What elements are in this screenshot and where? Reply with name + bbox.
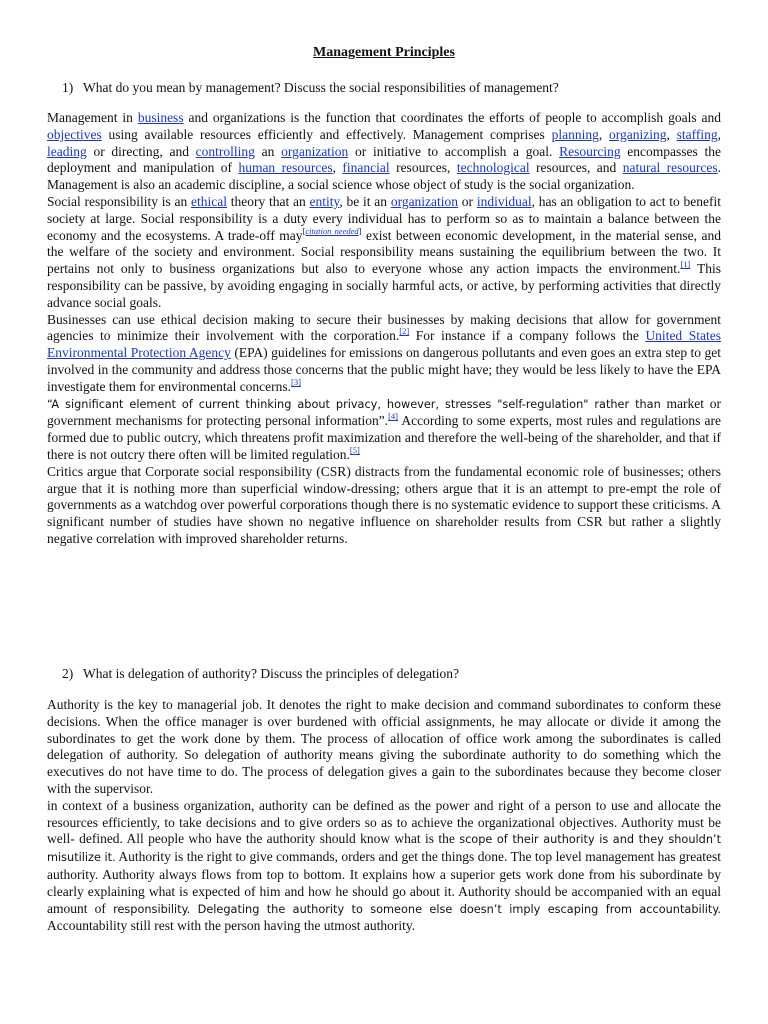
link-natural-resources[interactable]: natural resources — [622, 160, 718, 176]
text-run-mono: scope of their authority is and they shouldn’t misutilize it. — [47, 833, 721, 865]
text-run: This responsibility can be passive, by avoiding engaging in socially harmful acts, or active, by performing activities that directly advance social goals. — [47, 261, 721, 310]
text-run: an — [254, 143, 282, 159]
answer-2 — [47, 697, 721, 935]
quote-text: “A significant element of current thinking about privacy, however, stresses "self-regulation" rather than — [47, 397, 661, 411]
question-1 — [62, 79, 559, 96]
link-financial[interactable]: financial — [342, 160, 390, 176]
link-epa[interactable]: United States Environmental Protection Agency — [47, 328, 721, 361]
paragraph-authority-context — [47, 798, 721, 935]
paragraph-management-definition — [47, 110, 721, 194]
bracket: [ — [302, 225, 306, 236]
link-human-resources[interactable]: human resources — [238, 160, 333, 176]
link-objectives[interactable]: objectives — [47, 126, 102, 142]
question-1-number: 1) — [62, 80, 74, 95]
text-run: , be it an — [339, 193, 391, 209]
text-run: For instance if a company follows the — [409, 328, 646, 344]
text-run: (EPA) guidelines for emissions on dangerous pollutants and even goes an extra step to get involved in the community and address those concerns that the public might have; they would be less likely to have the EPA investigate them for environmental concerns. — [47, 345, 721, 394]
reference-5-link[interactable]: [5] — [349, 444, 360, 455]
question-2-text: What is delegation of authority? Discuss the principles of delegation? — [83, 666, 460, 681]
link-leading[interactable]: leading — [47, 143, 87, 159]
reference-1-link[interactable]: [1] — [680, 259, 691, 270]
reference-2-link[interactable]: [2] — [399, 326, 410, 337]
reference-1 — [680, 259, 690, 269]
text-run: or directing, and — [86, 143, 196, 159]
text-run: resources, and — [529, 160, 623, 176]
link-organizing[interactable]: organizing — [608, 126, 667, 142]
text-run: Social responsibility is an — [47, 193, 192, 209]
text-run: and organizations is the function that coordinates the efforts of people to accomplish goals and — [183, 110, 721, 125]
link-planning[interactable]: planning — [551, 126, 599, 142]
paragraph-authority: Authority is the key to managerial job. It denotes the right to make decision and command subordinates to conform these decisions. When the office manager is over burdened with official assignments, he may allocate or divide it among the subordinates to get the work done by them. The process of allocation of office work among the subordinates is called delegation of authority. So delegation of authority means giving the subordinate authority to do something which the executives do not have time to do. The process of delegation gives a gain to the subordinates because they become closer with the supervisor. — [47, 697, 721, 796]
text-run: , has an obligation to act to benefit society at large. Social responsibility is a duty every individual has to perform so as to maintain a balance between the economy and the ecosystems. A trade-off may — [47, 193, 721, 243]
text-run: encompasses the deployment and manipulation of — [47, 143, 721, 176]
link-individual[interactable]: individual — [476, 193, 532, 209]
question-2 — [62, 665, 459, 682]
text-run: exist between economic development, in the material sense, and the welfare of the society and environment. Social responsibility means sustaining the equilibrium between the two. It pertains not only to business organizations but also to everyone whose any action impacts the environment. — [47, 227, 721, 277]
text-run: using available resources efficiently and effectively. Management comprises — [101, 126, 552, 142]
link-resourcing[interactable]: Resourcing — [559, 143, 621, 159]
question-1-text: What do you mean by management? Discuss the social responsibilities of management? — [83, 80, 559, 95]
text-run: , — [717, 126, 722, 142]
reference-4 — [388, 411, 398, 421]
reference-4-link[interactable]: [4] — [388, 411, 398, 422]
text-run: in context of a business organization, authority can be defined as the power and right of a person to use and allocate the resources efficiently, to take decisions and to give orders so as to achieve the organizational objectives. Authority must be well- defined. All people who have the authority should know what is the — [47, 797, 721, 847]
text-run: or initiative to accomplish a goal. — [348, 143, 560, 159]
link-organization-2[interactable]: organization — [390, 193, 459, 209]
text-run: or — [458, 193, 477, 209]
answer-1 — [47, 110, 721, 548]
text-run: market or government mechanisms for protecting personal information”. — [47, 395, 721, 429]
document-title: Management Principles — [313, 45, 455, 60]
link-entity[interactable]: entity — [309, 193, 340, 209]
text-run: Management in — [47, 110, 138, 125]
reference-3-link[interactable]: [3] — [291, 376, 301, 387]
paragraph-ethical-decisions — [47, 312, 721, 464]
reference-5 — [350, 445, 360, 455]
question-2-number: 2) — [62, 666, 74, 681]
reference-2 — [399, 326, 409, 336]
bracket: ] — [358, 225, 362, 236]
text-run: . Management is also an academic discipline, a social science whose object of study is the social organization. — [47, 160, 721, 193]
citation-needed-tag — [303, 226, 362, 236]
text-run: , — [598, 126, 609, 142]
text-run: Accountability still rest with the person having the utmost authority. — [47, 918, 416, 934]
text-run: theory that an — [227, 193, 310, 209]
link-technological[interactable]: technological — [456, 160, 530, 176]
citation-needed-text: citation needed — [305, 225, 359, 236]
citation-needed-link[interactable] — [302, 225, 359, 236]
text-run: resources, — [389, 160, 457, 176]
link-organization[interactable]: organization — [281, 143, 349, 159]
link-controlling[interactable]: controlling — [195, 143, 255, 159]
paragraph-social-responsibility — [47, 194, 721, 312]
text-run: , — [332, 160, 343, 176]
link-business[interactable]: business — [137, 110, 184, 125]
link-ethical[interactable]: ethical — [191, 193, 228, 209]
reference-3 — [291, 377, 301, 387]
text-run: Authority is the right to give commands, orders and get the things done. The top level management has greatest authority. Authority always flows from top to bottom. It explains how a superior gets work done from his subordinate by clearly explaining what is expected of him and how he should go about it. Authority should be accompanied with an equal amount of — [47, 849, 721, 916]
paragraph-critics: Critics argue that Corporate social responsibility (CSR) distracts from the fundamental economic role of businesses; others argue that it is nothing more than superficial window-dressing; others argue that it is an attempt to pre-empt the role of governments as a watchdog over powerful corporations though there is no systematic evidence to support these criticisms. A significant number of studies have shown no negative influence on shareholder results from CSR but rather a slightly negative correlation with improved shareholder returns. — [47, 463, 721, 546]
text-run: According to some experts, most rules and regulations are formed due to public outcry, which threatens profit maximization and therefore the well-being of the shareholder, and that if there is not outcry there often will be limited regulation. — [47, 413, 721, 462]
text-run: , — [666, 126, 677, 142]
text-run-mono: responsibility. Delegating the authority to someone else doesn’t imply escaping from accountability. — [113, 902, 721, 916]
text-run: Businesses can use ethical decision making to secure their businesses by making decisions that allow for government agencies to minimize their involvement with the corporation. — [47, 311, 721, 344]
link-staffing[interactable]: staffing — [676, 126, 718, 142]
